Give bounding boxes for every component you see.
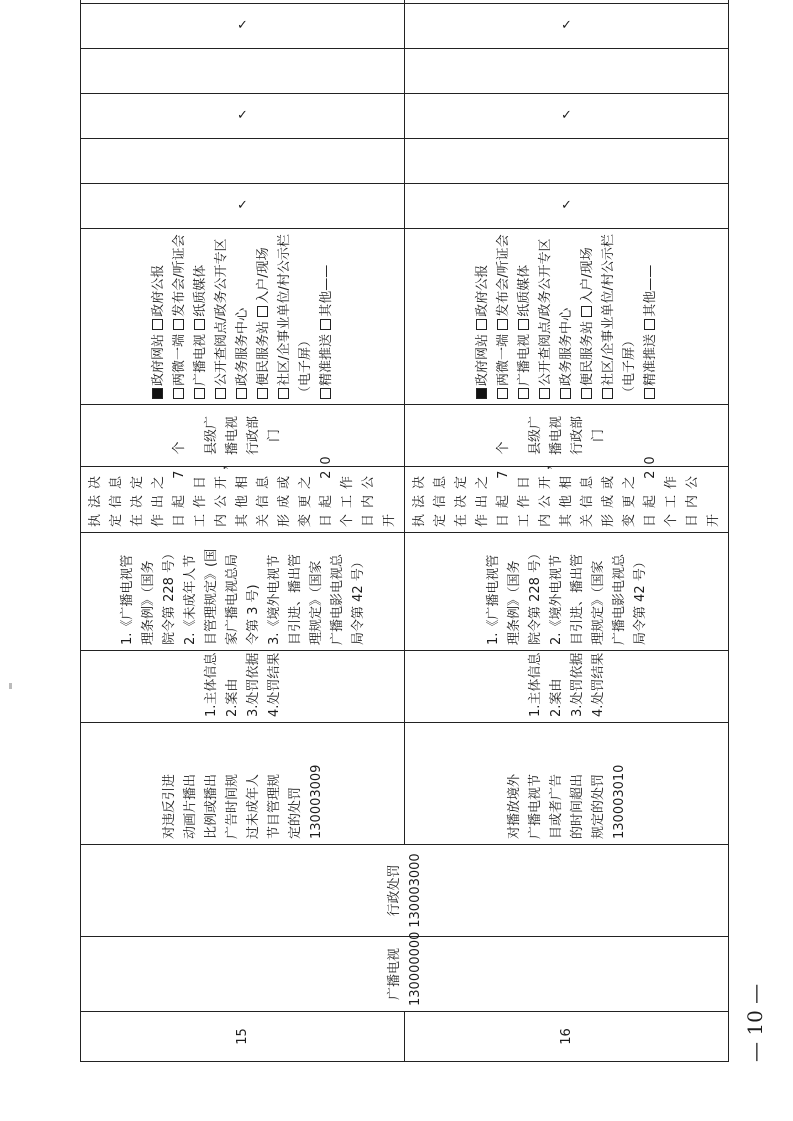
disclosure-content xyxy=(405,651,729,723)
text-line: 门 xyxy=(266,429,282,443)
unchecked-box-icon xyxy=(476,319,487,330)
text-line: 形成或 xyxy=(277,469,292,527)
unchecked-box-icon xyxy=(173,388,184,399)
text-line: 个工作 xyxy=(664,469,679,527)
category-level-1 xyxy=(81,931,729,1012)
text-line: 理条例》（国务 xyxy=(506,560,522,645)
text-line: 理规定》（国家 xyxy=(590,560,606,645)
text-line: 内公开， xyxy=(214,450,229,527)
unchecked-box-icon xyxy=(215,388,226,399)
check-cell xyxy=(81,94,405,139)
channel-line: （电子屏） xyxy=(622,333,637,399)
row-number: 15 xyxy=(81,1012,405,1062)
channel-line: 政务服务中心 xyxy=(232,234,253,399)
text-line: 日内公 xyxy=(361,469,376,527)
text-line: 1.主体信息 xyxy=(203,652,219,717)
text-line: 日起 7 个 xyxy=(172,435,187,527)
text-line: 形成或 xyxy=(601,469,616,527)
channel-line: 精准推送 其他—— xyxy=(640,234,661,399)
text-line: 130003000 xyxy=(407,853,423,928)
channel-line: 公开查阅点/政务公开专区 xyxy=(211,234,232,399)
unchecked-box-icon xyxy=(194,319,205,330)
text-line: 执法决 xyxy=(88,469,103,527)
text-line: 比例或播出 xyxy=(203,773,219,839)
channel-line: 两微一端 发布会/听证会 xyxy=(493,234,514,399)
unchecked-box-icon xyxy=(152,319,163,330)
unchecked-box-icon xyxy=(560,388,571,399)
text-line: 目管理规定》(国 xyxy=(203,548,219,645)
channel-line: 广播电视 纸质媒体 xyxy=(190,234,211,399)
text-line: 1.《广播电视管 xyxy=(485,554,501,645)
text-line: 规定的处罚 xyxy=(590,773,606,839)
unchecked-box-icon xyxy=(497,319,508,330)
unchecked-box-icon xyxy=(518,388,529,399)
channel-line: 便民服务站 入户/现场 xyxy=(577,234,598,399)
row-number: 16 xyxy=(405,1012,729,1062)
unchecked-box-icon xyxy=(581,388,592,399)
text-line: 1.《广播电视管 xyxy=(119,554,135,645)
text-line: 目引进、播出管 xyxy=(287,553,303,645)
disclosure-table xyxy=(80,0,729,1062)
text-line: 广播电影电视总 xyxy=(611,553,627,645)
checkmark-icon: ✓ xyxy=(237,198,248,214)
text-line: 定的处罚 xyxy=(287,786,303,839)
text-line: 日起 20 xyxy=(319,450,334,527)
text-line: 其他相 xyxy=(559,469,574,527)
text-line: 院令第 228 号） xyxy=(527,546,543,645)
channel-line: 公开查阅点/政务公开专区 xyxy=(535,234,556,399)
checkmark-icon: ✓ xyxy=(561,198,572,214)
unchecked-box-icon xyxy=(257,306,268,317)
text-line: 3.处罚依据 xyxy=(245,652,261,717)
page-number xyxy=(733,983,773,1080)
disclosure-item xyxy=(81,723,405,845)
text-line: 局令第 42 号） xyxy=(632,555,648,645)
text-line: 个工作 xyxy=(340,469,355,527)
unchecked-box-icon xyxy=(581,306,592,317)
text-line: 动画片播出 xyxy=(182,773,198,839)
text-line: 理条例》（国务 xyxy=(140,560,156,645)
page-number-text: — 10 — xyxy=(743,983,767,1062)
unchecked-box-icon xyxy=(278,388,289,399)
text-line: 2.案由 xyxy=(224,678,240,717)
check-cell xyxy=(81,139,405,184)
check-cell xyxy=(405,139,729,184)
unchecked-box-icon xyxy=(497,388,508,399)
text-line: 节目管理规 xyxy=(266,773,282,839)
unchecked-box-icon xyxy=(644,319,655,330)
checked-box-icon xyxy=(476,388,487,399)
channel-line: （电子屏） xyxy=(298,333,313,399)
text-line: 开 xyxy=(382,507,397,527)
text-line: 130003009 xyxy=(308,764,324,839)
text-line: 行政部 xyxy=(245,416,261,456)
text-line: 定信息 xyxy=(109,469,124,527)
text-line: 播电视 xyxy=(224,416,240,456)
disclosure-basis xyxy=(81,533,405,651)
text-line: 其他相 xyxy=(235,469,250,527)
channel-line: 政府网站 政府公报 xyxy=(148,234,169,399)
text-line: 作出之 xyxy=(151,469,166,527)
channel-line: 精准推送 其他—— xyxy=(316,234,337,399)
disclosure-channels xyxy=(405,229,729,405)
channel-line: 社区/企事业单位/村公示栏 xyxy=(598,234,619,399)
text-line: 130003010 xyxy=(611,764,627,839)
text-line: 县级广 xyxy=(203,416,219,456)
check-cell xyxy=(405,94,729,139)
text-line: 开 xyxy=(706,507,721,527)
channel-line: 社区/企事业单位/村公示栏 xyxy=(274,234,295,399)
document-page xyxy=(80,18,721,1082)
unchecked-box-icon xyxy=(644,388,655,399)
text-line: 在决定 xyxy=(130,469,145,527)
table-row xyxy=(81,0,405,1062)
checkmark-icon: ✓ xyxy=(237,108,248,124)
text-line: 的时间超出 xyxy=(569,773,585,839)
text-line: 130000000 xyxy=(407,931,423,1006)
text-line: 2.《未成年人节 xyxy=(182,554,198,645)
text-line: 工作日 xyxy=(193,469,208,527)
unchecked-box-icon xyxy=(194,388,205,399)
text-line: 3.处罚依据 xyxy=(569,652,585,717)
text-line: 院令第 228 号） xyxy=(161,546,177,645)
text-line: 行政部 xyxy=(569,416,585,456)
text-line: 4.处罚结果 xyxy=(266,652,282,717)
text-line: 令第 3 号) xyxy=(245,584,261,645)
text-line: 日内公 xyxy=(685,469,700,527)
unchecked-box-icon xyxy=(320,388,331,399)
unchecked-box-icon xyxy=(539,388,550,399)
text-line: 对播放境外 xyxy=(506,773,522,839)
disclosure-content xyxy=(81,651,405,723)
unchecked-box-icon xyxy=(173,319,184,330)
channel-line: 政务服务中心 xyxy=(556,234,577,399)
text-line: 作出之 xyxy=(475,469,490,527)
disclosure-subject xyxy=(405,405,729,467)
checkmark-icon: ✓ xyxy=(237,18,248,34)
text-line: 日起 7 个 xyxy=(496,435,511,527)
text-line: 关信息 xyxy=(580,469,595,527)
text-line: 内公开， xyxy=(538,450,553,527)
text-line: 日起 20 xyxy=(643,450,658,527)
disclosure-basis xyxy=(405,533,729,651)
unchecked-box-icon xyxy=(320,319,331,330)
text-line: 广播电视节 xyxy=(527,773,543,839)
text-line: 执法决 xyxy=(412,469,427,527)
text-line: 变更之 xyxy=(298,469,313,527)
text-line: 播电视 xyxy=(548,416,564,456)
text-line: 行政处罚 xyxy=(386,864,402,917)
unchecked-box-icon xyxy=(602,388,613,399)
category-level-2 xyxy=(81,845,729,937)
text-line: 关信息 xyxy=(256,469,271,527)
text-line: 过未成年人 xyxy=(245,773,261,839)
text-line: 县级广 xyxy=(527,416,543,456)
unchecked-box-icon xyxy=(518,319,529,330)
check-cell xyxy=(405,0,729,4)
check-cell xyxy=(405,184,729,229)
channel-line: 两微一端 发布会/听证会 xyxy=(169,234,190,399)
check-cell xyxy=(81,0,405,4)
text-line: 局令第 42 号） xyxy=(350,555,366,645)
text-line: 家广播电视总局 xyxy=(224,553,240,645)
text-line: 2.《境外电视节 xyxy=(548,554,564,645)
unchecked-box-icon xyxy=(236,388,247,399)
checkmark-icon: ✓ xyxy=(561,18,572,34)
text-line: 3.《境外电视节 xyxy=(266,554,282,645)
channel-line: 便民服务站 入户/现场 xyxy=(253,234,274,399)
disclosure-subject xyxy=(81,405,405,467)
check-cell xyxy=(405,4,729,49)
text-line: 2.案由 xyxy=(548,678,564,717)
text-line: 门 xyxy=(590,429,606,443)
text-line: 目引进、播出管 xyxy=(569,553,585,645)
text-line: 理规定》（国家 xyxy=(308,560,324,645)
disclosure-item xyxy=(405,723,729,845)
text-line: 在决定 xyxy=(454,469,469,527)
text-line: 广播电视 xyxy=(386,948,402,1001)
text-line: 工作日 xyxy=(517,469,532,527)
text-line: 变更之 xyxy=(622,469,637,527)
text-line: 1.主体信息 xyxy=(527,652,543,717)
text-line: 目或者广告 xyxy=(548,773,564,839)
channel-line: 广播电视 纸质媒体 xyxy=(514,234,535,399)
check-cell xyxy=(81,4,405,49)
text-line: 4.处罚结果 xyxy=(590,652,606,717)
checked-box-icon xyxy=(152,388,163,399)
checkmark-icon: ✓ xyxy=(561,108,572,124)
text-line: 对违反引进 xyxy=(161,773,177,839)
rotated-table-wrapper xyxy=(80,18,721,1062)
text-line: 定信息 xyxy=(433,469,448,527)
check-cell xyxy=(81,184,405,229)
scan-artifact xyxy=(9,683,12,689)
check-cell xyxy=(405,49,729,94)
text-line: 广播电影电视总 xyxy=(329,553,345,645)
check-cell xyxy=(81,49,405,94)
unchecked-box-icon xyxy=(257,388,268,399)
channel-line: 政府网站 政府公报 xyxy=(472,234,493,399)
disclosure-channels xyxy=(81,229,405,405)
text-line: 广告时间规 xyxy=(224,773,240,839)
